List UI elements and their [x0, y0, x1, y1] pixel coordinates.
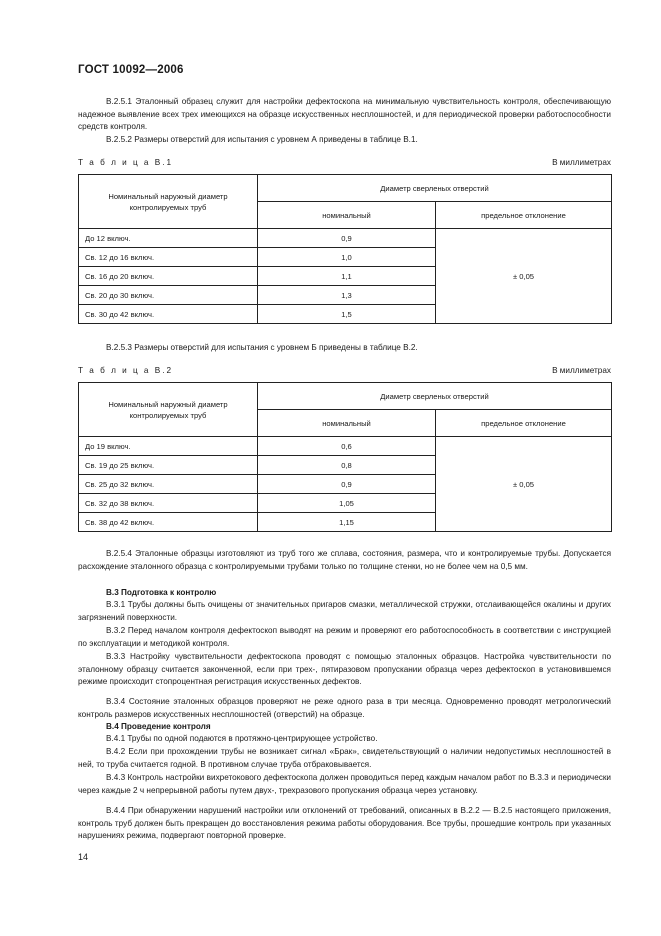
table2-group-header: Диаметр сверленых отверстий [258, 383, 612, 410]
table2-tolerance: ± 0,05 [436, 437, 612, 532]
table-cell: 0,9 [258, 229, 436, 248]
paragraph-b33: В.3.3 Настройку чувствительности дефектоскопа проводят с помощью эталонных образцов. Настройка чувствительности по эталонному образцу считается законченной, если при трех-, пятиразовом пропускании образца через дефектоскоп в установившемся режиме происходит стопроцентная регистрация искусственных дефектов. [78, 652, 611, 687]
table-cell: Св. 20 до 30 включ. [79, 286, 258, 305]
table-cell: 1,05 [258, 494, 436, 513]
paragraph-b254: В.2.5.4 Эталонные образцы изготовляют из труб того же сплава, состояния, размера, что и контролируемые трубы. Допускается расхождение эталонного образца с контролируемыми трубами только по толщине стенки, но не более чем на 0,5 мм. [78, 549, 611, 571]
paragraph-b251: В.2.5.1 Эталонный образец служит для настройки дефектоскопа на минимальную чувствительность контроля, обеспечивающую надежное выявление всех трех имеющихся на образце искусственных несплошностей, и для периодической проверки работоспособности средств контроля. [78, 97, 611, 132]
table2-caption: Т а б л и ц а В.2 [78, 366, 174, 375]
table-cell: 1,15 [258, 513, 436, 532]
paragraph-b252: В.2.5.2 Размеры отверстий для испытания с уровнем А приведены в таблице В.1. [106, 135, 418, 144]
table-cell: Св. 12 до 16 включ. [79, 248, 258, 267]
section-heading-b3: В.3 Подготовка к контролю [106, 588, 217, 597]
table1-sub-nominal: номинальный [258, 202, 436, 229]
table-cell: Св. 38 до 42 включ. [79, 513, 258, 532]
table-row [79, 437, 612, 456]
paragraph-b31: В.3.1 Трубы должны быть очищены от значительных пригаров смазки, металлической стружки, отслаивающейся окалины и других загрязнений поверхности. [78, 600, 611, 622]
table-cell: Св. 30 до 42 включ. [79, 305, 258, 324]
paragraph-b44: В.4.4 При обнаружении нарушений настройки или отклонений от требований, описанных в В.2.2 — В.2.5 настоящего приложения, контроль труб должен быть прекращен до восстановления режима работы оборудования. Все трубы, прошедшие контроль при указанных нарушениях режима, подвергают повторной проверке. [78, 806, 611, 841]
table2-sub-tolerance: предельное отклонение [436, 410, 612, 437]
table-cell: 1,5 [258, 305, 436, 324]
table-cell: Св. 32 до 38 включ. [79, 494, 258, 513]
table1-sub-tolerance: предельное отклонение [436, 202, 612, 229]
table-cell: 0,9 [258, 475, 436, 494]
table-cell: Св. 16 до 20 включ. [79, 267, 258, 286]
paragraph-b43: В.4.3 Контроль настройки вихретокового дефектоскопа должен проводиться перед каждым началом работ по В.3.3 и периодически через каждые 2 ч непрерывной работы путем двух-, трехразового пропускания образца через установку. [78, 773, 611, 795]
table1-unit: В миллиметрах [552, 158, 611, 167]
table-cell: 1,0 [258, 248, 436, 267]
table-cell: 0,6 [258, 437, 436, 456]
table-cell: 0,8 [258, 456, 436, 475]
page-number: 14 [78, 852, 89, 862]
paragraph-b32: В.3.2 Перед началом контроля дефектоскоп выводят на режим и проверяют его работоспособность в соответствии с инструкцией по эксплуатации и методикой контроля. [78, 626, 611, 648]
paragraph-b34: В.3.4 Состояние эталонных образцов проверяют не реже одного раза в три месяца. Одновременно проводят метрологический контроль размеров искусственных несплошностей (отверстий) на образце. [78, 697, 611, 719]
table-cell: 1,1 [258, 267, 436, 286]
table1-tolerance: ± 0,05 [436, 229, 612, 324]
table-cell: До 12 включ. [79, 229, 258, 248]
table-row [79, 229, 612, 248]
table-b1 [78, 174, 612, 324]
table1-caption: Т а б л и ц а В.1 [78, 158, 174, 167]
paragraph-b42: В.4.2 Если при прохождении трубы не возникает сигнал «Брак», свидетельствующий о наличии недопустимых несплошностей в ней, то труба считается годной. В противном случае труба отбраковывается. [78, 747, 611, 769]
table2-unit: В миллиметрах [552, 366, 611, 375]
table-b2 [78, 382, 612, 532]
table-cell: Св. 25 до 32 включ. [79, 475, 258, 494]
table1-group-header: Диаметр сверленых отверстий [258, 175, 612, 202]
section-heading-b4: В.4 Проведение контроля [106, 722, 211, 731]
table-cell: Св. 19 до 25 включ. [79, 456, 258, 475]
table-cell: 1,3 [258, 286, 436, 305]
table1-col1-header: Номинальный наружный диаметр контролируемых труб [79, 175, 258, 229]
paragraph-b253: В.2.5.3 Размеры отверстий для испытания с уровнем Б приведены в таблице В.2. [106, 343, 418, 352]
table2-sub-nominal: номинальный [258, 410, 436, 437]
paragraph-b41: В.4.1 Трубы по одной подаются в протяжно-центрирующее устройство. [106, 734, 378, 743]
table-cell: До 19 включ. [79, 437, 258, 456]
document-header: ГОСТ 10092—2006 [78, 64, 184, 76]
table2-col1-header: Номинальный наружный диаметр контролируемых труб [79, 383, 258, 437]
